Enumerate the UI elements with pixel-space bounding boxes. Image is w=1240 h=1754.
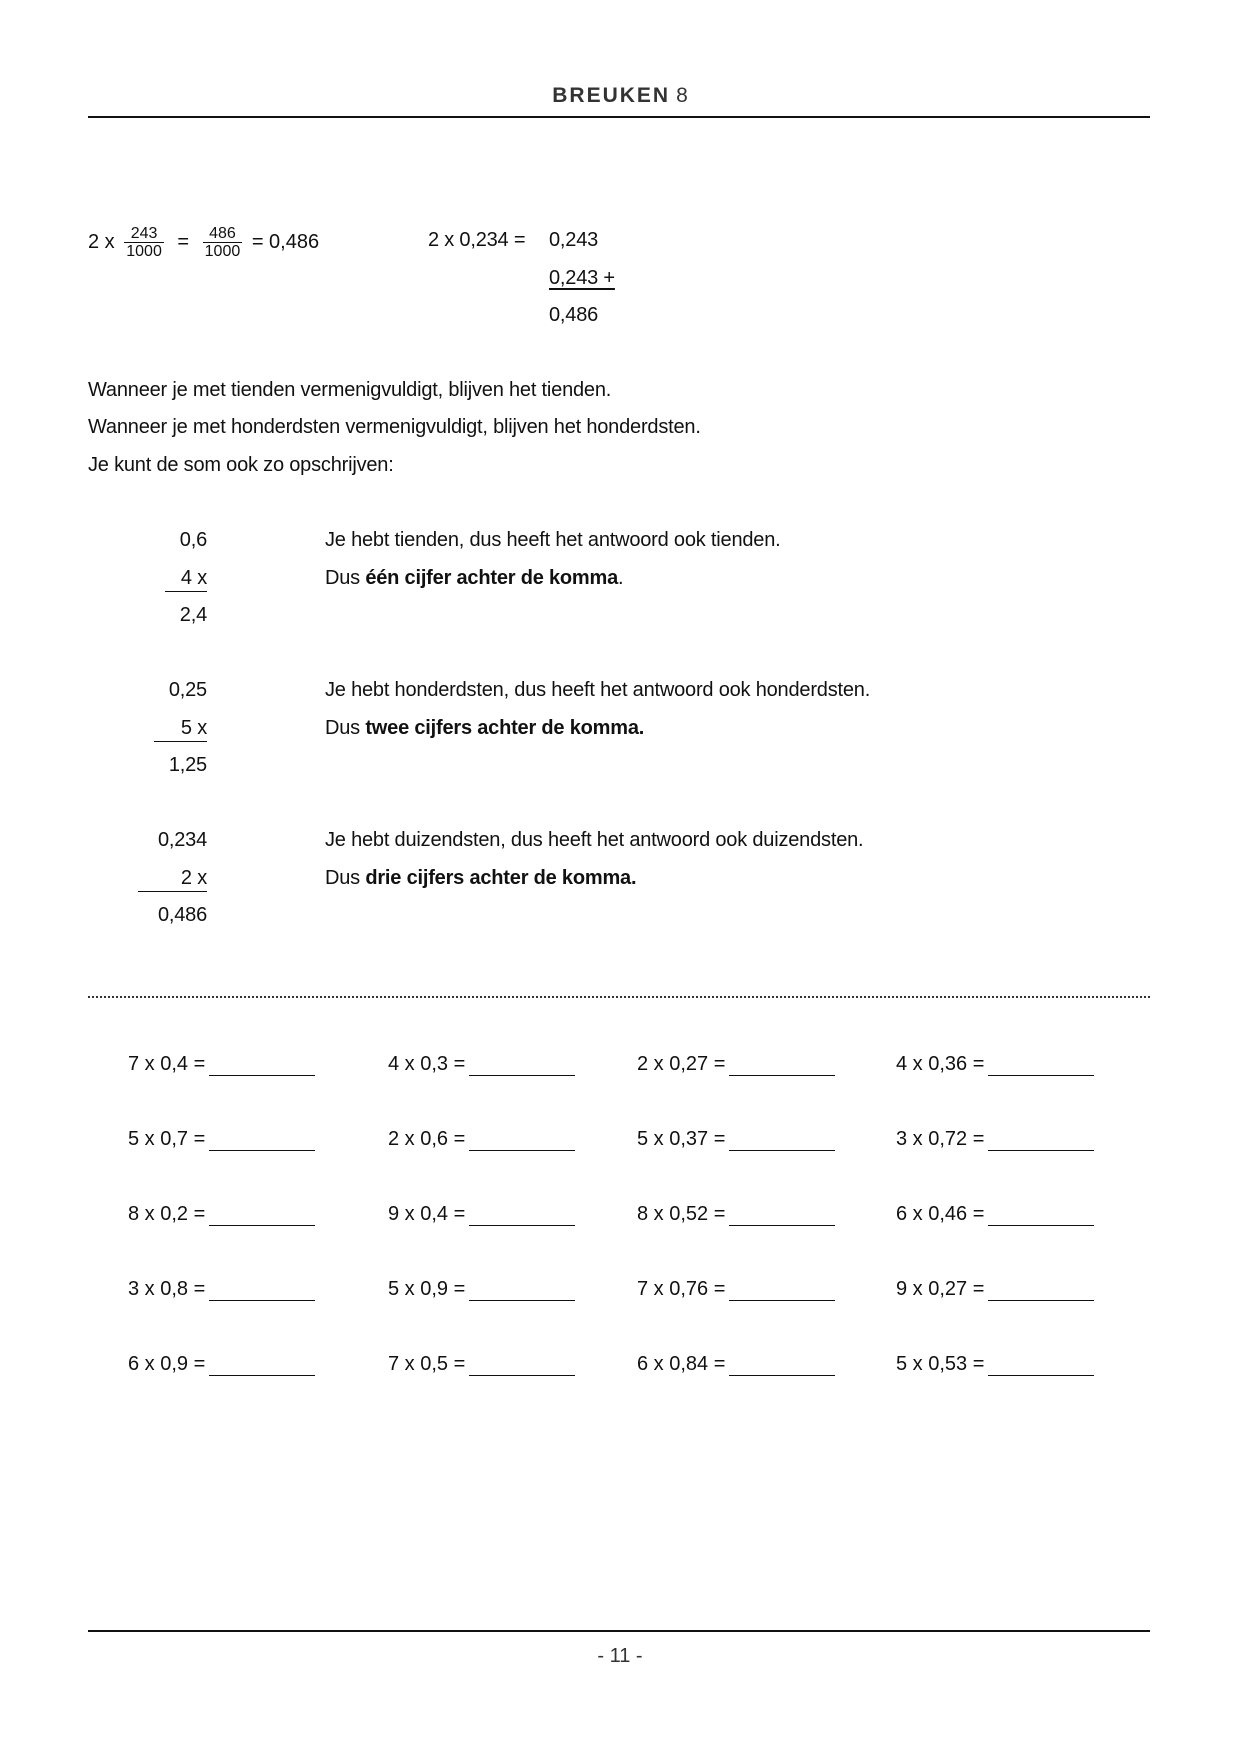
example-explanation: Je hebt tienden, dus heeft het antwoord ook tienden. bbox=[325, 529, 781, 551]
rule-emphasis: twee cijfers achter de komma. bbox=[365, 717, 645, 739]
dotted-separator bbox=[88, 996, 1150, 998]
page-number: - 11 - bbox=[597, 1645, 643, 1667]
exercise-item bbox=[388, 1202, 575, 1226]
exercise-item bbox=[896, 1202, 1094, 1226]
exercise-question: 8 x 0,52 = bbox=[637, 1203, 726, 1225]
exercise-question: 4 x 0,36 = bbox=[896, 1053, 985, 1075]
denominator: 1000 bbox=[204, 243, 241, 261]
answer-blank[interactable] bbox=[729, 1359, 835, 1376]
answer-blank[interactable] bbox=[469, 1284, 575, 1301]
example-multiplier bbox=[87, 866, 207, 892]
exercise-item bbox=[128, 1202, 315, 1226]
answer-blank[interactable] bbox=[469, 1209, 575, 1226]
exercise-item bbox=[128, 1352, 315, 1376]
example-multiplier bbox=[87, 716, 207, 742]
column-addition-sum: 0,486 bbox=[549, 304, 599, 326]
rule-emphasis: drie cijfers achter de komma. bbox=[365, 867, 637, 889]
column-addition-label: 2 x 0,234 = bbox=[428, 229, 526, 251]
answer-blank[interactable] bbox=[469, 1359, 575, 1376]
example-multiplier bbox=[87, 566, 207, 592]
answer-blank[interactable] bbox=[988, 1134, 1094, 1151]
chapter-title: BREUKEN bbox=[552, 84, 671, 107]
answer-blank[interactable] bbox=[729, 1134, 835, 1151]
exercise-question: 7 x 0,5 = bbox=[388, 1353, 466, 1375]
example-result: 2,4 bbox=[179, 604, 207, 626]
exercise-item bbox=[128, 1277, 315, 1301]
example-rule bbox=[325, 566, 623, 590]
exercise-question: 7 x 0,4 = bbox=[128, 1053, 206, 1075]
example-number: 0,234 bbox=[157, 829, 207, 851]
rule-prefix: Dus bbox=[325, 717, 366, 739]
exercise-question: 3 x 0,8 = bbox=[128, 1278, 206, 1300]
exercise-item bbox=[637, 1352, 835, 1376]
numerator: 243 bbox=[124, 225, 164, 243]
answer-blank[interactable] bbox=[209, 1284, 315, 1301]
exercise-question: 2 x 0,27 = bbox=[637, 1053, 726, 1075]
answer-blank[interactable] bbox=[209, 1134, 315, 1151]
fraction-486-1000 bbox=[203, 225, 243, 260]
exercise-item bbox=[896, 1352, 1094, 1376]
explanation-line: Wanneer je met tienden vermenigvuldigt, blijven het tienden. bbox=[88, 379, 612, 401]
exercise-item bbox=[637, 1127, 835, 1151]
exercise-item bbox=[896, 1277, 1094, 1301]
answer-blank[interactable] bbox=[988, 1359, 1094, 1376]
exercise-question: 6 x 0,9 = bbox=[128, 1353, 206, 1375]
exercise-item bbox=[128, 1052, 315, 1076]
exercise-question: 9 x 0,4 = bbox=[388, 1203, 466, 1225]
fraction-243-1000 bbox=[124, 225, 164, 260]
answer-blank[interactable] bbox=[988, 1059, 1094, 1076]
rule-prefix: Dus bbox=[325, 567, 366, 589]
example-rule bbox=[325, 866, 636, 890]
rule-prefix: Dus bbox=[325, 867, 366, 889]
numerator: 486 bbox=[203, 225, 243, 243]
exercise-question: 7 x 0,76 = bbox=[637, 1278, 726, 1300]
chapter-number: 8 bbox=[676, 84, 688, 107]
answer-blank[interactable] bbox=[209, 1209, 315, 1226]
equals-sign: = bbox=[177, 231, 190, 253]
exercise-item bbox=[896, 1127, 1094, 1151]
footer-divider bbox=[88, 1630, 1150, 1632]
rule-emphasis: één cijfer achter de komma bbox=[365, 567, 619, 589]
exercise-item bbox=[637, 1052, 835, 1076]
example-multiplier-value: 5 x bbox=[154, 716, 207, 742]
exercise-item bbox=[388, 1277, 575, 1301]
fraction-prefix: 2 x bbox=[88, 231, 115, 253]
example-multiplier-value: 4 x bbox=[165, 566, 207, 592]
exercise-item bbox=[388, 1127, 575, 1151]
example-result: 0,486 bbox=[157, 904, 207, 926]
explanation-line: Wanneer je met honderdsten vermenigvuldigt, blijven het honderdsten. bbox=[88, 416, 701, 438]
page-header bbox=[0, 84, 1240, 108]
example-multiplier-value: 2 x bbox=[138, 866, 207, 892]
answer-blank[interactable] bbox=[988, 1284, 1094, 1301]
answer-blank[interactable] bbox=[469, 1059, 575, 1076]
exercise-question: 5 x 0,7 = bbox=[128, 1128, 206, 1150]
exercise-question: 5 x 0,53 = bbox=[896, 1353, 985, 1375]
fraction-result: = 0,486 bbox=[251, 231, 320, 253]
answer-blank[interactable] bbox=[469, 1134, 575, 1151]
example-number: 0,6 bbox=[179, 529, 207, 551]
example-result: 1,25 bbox=[168, 754, 207, 776]
exercise-question: 6 x 0,84 = bbox=[637, 1353, 726, 1375]
explanation-line: Je kunt de som ook zo opschrijven: bbox=[88, 454, 394, 476]
exercise-item bbox=[896, 1052, 1094, 1076]
exercise-question: 2 x 0,6 = bbox=[388, 1128, 466, 1150]
exercise-question: 5 x 0,9 = bbox=[388, 1278, 466, 1300]
exercise-item bbox=[388, 1352, 575, 1376]
header-divider bbox=[88, 116, 1150, 118]
example-explanation: Je hebt honderdsten, dus heeft het antwoord ook honderdsten. bbox=[325, 679, 871, 701]
exercise-question: 4 x 0,3 = bbox=[388, 1053, 466, 1075]
column-addition-addend-2: 0,243 + bbox=[549, 267, 615, 289]
exercise-item bbox=[637, 1202, 835, 1226]
denominator: 1000 bbox=[126, 243, 162, 261]
rule-suffix: . bbox=[618, 567, 624, 589]
column-addition-addend-1: 0,243 bbox=[549, 229, 599, 251]
exercise-item bbox=[388, 1052, 575, 1076]
exercise-question: 8 x 0,2 = bbox=[128, 1203, 206, 1225]
answer-blank[interactable] bbox=[988, 1209, 1094, 1226]
answer-blank[interactable] bbox=[209, 1359, 315, 1376]
exercise-item bbox=[637, 1277, 835, 1301]
fraction-example bbox=[88, 222, 319, 262]
answer-blank[interactable] bbox=[729, 1209, 835, 1226]
exercise-question: 6 x 0,46 = bbox=[896, 1203, 985, 1225]
exercise-question: 3 x 0,72 = bbox=[896, 1128, 985, 1150]
answer-blank[interactable] bbox=[729, 1284, 835, 1301]
answer-blank[interactable] bbox=[209, 1059, 315, 1076]
example-explanation: Je hebt duizendsten, dus heeft het antwoord ook duizendsten. bbox=[325, 829, 864, 851]
answer-blank[interactable] bbox=[729, 1059, 835, 1076]
exercise-question: 9 x 0,27 = bbox=[896, 1278, 985, 1300]
exercise-question: 5 x 0,37 = bbox=[637, 1128, 726, 1150]
example-number: 0,25 bbox=[168, 679, 207, 701]
exercise-item bbox=[128, 1127, 315, 1151]
example-rule bbox=[325, 716, 644, 740]
